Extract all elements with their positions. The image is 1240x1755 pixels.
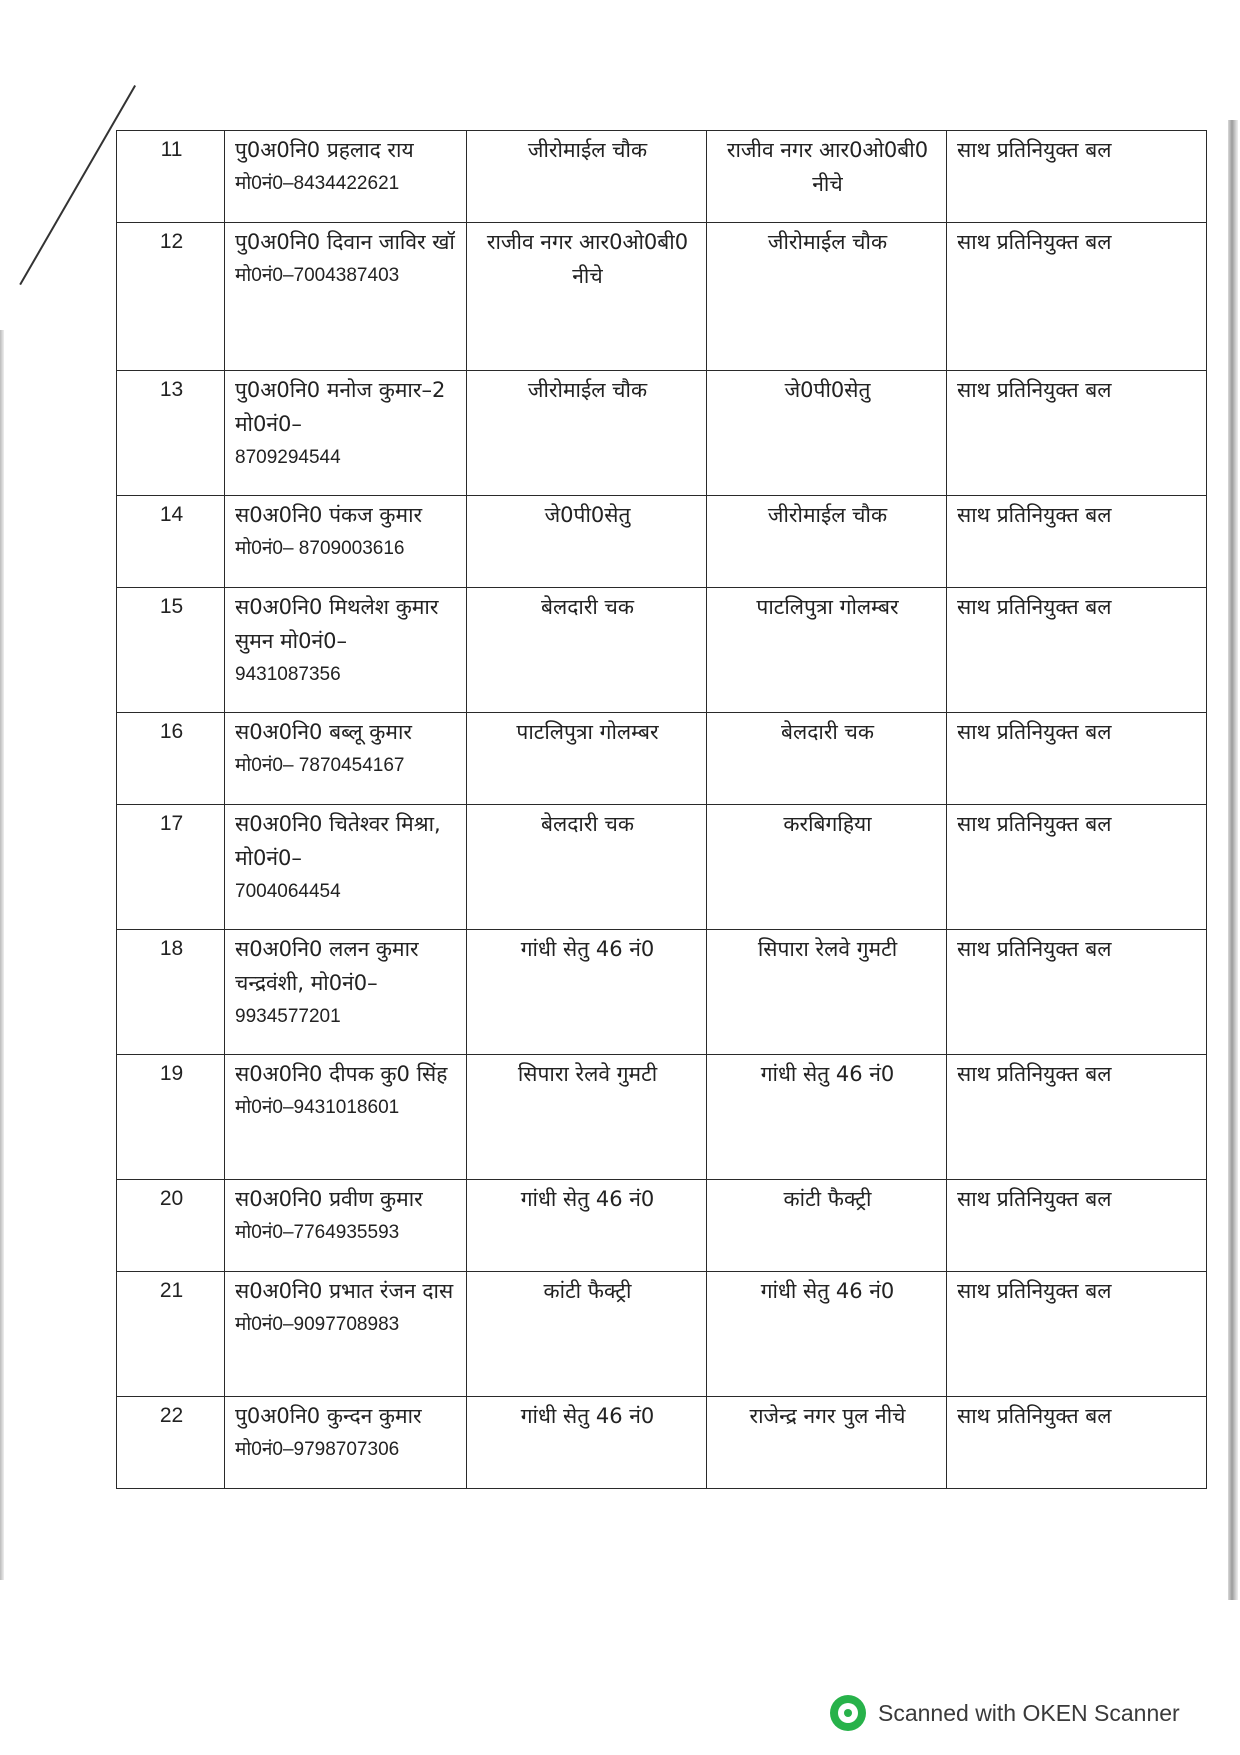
serial-number-cell: 22: [117, 1397, 225, 1489]
officer-cell: [225, 223, 467, 371]
table-row: [117, 930, 1207, 1055]
from-location-cell: जे0पी0सेतु: [467, 496, 707, 588]
to-location-cell: करबिगहिया: [707, 805, 947, 930]
officer-name: पु0अ0नि0 प्रहलाद राय: [235, 138, 414, 162]
serial-number-cell: 19: [117, 1055, 225, 1180]
officer-cell: [225, 1055, 467, 1180]
serial-number-cell: 17: [117, 805, 225, 930]
officer-cell: [225, 588, 467, 713]
officer-cell: [225, 713, 467, 805]
officer-mobile: मो0नं0–9097708983: [235, 1314, 400, 1335]
officer-mobile: 8709294544: [235, 447, 341, 468]
from-location-cell: गांधी सेतु 46 नं0: [467, 1397, 707, 1489]
table-row: [117, 496, 1207, 588]
officer-mobile: 9431087356: [235, 664, 341, 685]
to-location-cell: कांटी फैक्ट्री: [707, 1180, 947, 1272]
to-location-cell: जीरोमाईल चौक: [707, 223, 947, 371]
roster-body: [117, 131, 1207, 1489]
from-location-cell: गांधी सेतु 46 नं0: [467, 1180, 707, 1272]
officer-name: पु0अ0नि0 दिवान जाविर खॉ: [235, 230, 455, 254]
officer-cell: [225, 1180, 467, 1272]
table-row: [117, 588, 1207, 713]
to-location-cell: गांधी सेतु 46 नं0: [707, 1055, 947, 1180]
deployed-force-cell: साथ प्रतिनियुक्त बल: [947, 713, 1207, 805]
officer-cell: [225, 131, 467, 223]
deployed-force-cell: साथ प्रतिनियुक्त बल: [947, 930, 1207, 1055]
table-row: [117, 131, 1207, 223]
serial-number-cell: 13: [117, 371, 225, 496]
serial-number-cell: 21: [117, 1272, 225, 1397]
serial-number-cell: 20: [117, 1180, 225, 1272]
to-location-cell: गांधी सेतु 46 नं0: [707, 1272, 947, 1397]
officer-name: पु0अ0नि0 मनोज कुमार–2 मो0नं0–: [235, 378, 446, 436]
officer-mobile: मो0नं0–7764935593: [235, 1222, 400, 1243]
officer-mobile: मो0नं0–8434422621: [235, 173, 400, 194]
from-location-cell: गांधी सेतु 46 नं0: [467, 930, 707, 1055]
table-row: [117, 1180, 1207, 1272]
to-location-cell: सिपारा रेलवे गुमटी: [707, 930, 947, 1055]
table-row: [117, 1397, 1207, 1489]
officer-cell: [225, 1272, 467, 1397]
officer-mobile: मो0नं0–9431018601: [235, 1097, 400, 1118]
serial-number-cell: 16: [117, 713, 225, 805]
from-location-cell: जीरोमाईल चौक: [467, 371, 707, 496]
deployed-force-cell: साथ प्रतिनियुक्त बल: [947, 1055, 1207, 1180]
officer-mobile: मो0नं0–9798707306: [235, 1439, 400, 1460]
officer-name: स0अ0नि0 बब्लू कुमार: [235, 720, 412, 744]
from-location-cell: सिपारा रेलवे गुमटी: [467, 1055, 707, 1180]
deployed-force-cell: साथ प्रतिनियुक्त बल: [947, 588, 1207, 713]
officer-cell: [225, 1397, 467, 1489]
to-location-cell: राजीव नगर आर0ओ0बी0 नीचे: [707, 131, 947, 223]
table-row: [117, 1272, 1207, 1397]
table-row: [117, 223, 1207, 371]
officer-name: पु0अ0नि0 कुन्दन कुमार: [235, 1404, 422, 1428]
deployed-force-cell: साथ प्रतिनियुक्त बल: [947, 1397, 1207, 1489]
scanner-watermark-text: Scanned with OKEN Scanner: [878, 1699, 1180, 1726]
deployed-force-cell: साथ प्रतिनियुक्त बल: [947, 496, 1207, 588]
officer-mobile: मो0नं0–7004387403: [235, 265, 400, 286]
officer-name: स0अ0नि0 मिथलेश कुमार सुमन मो0नं0–: [235, 595, 439, 653]
deployed-force-cell: साथ प्रतिनियुक्त बल: [947, 371, 1207, 496]
oken-scanner-logo-icon: [830, 1695, 866, 1731]
officer-mobile: 9934577201: [235, 1006, 341, 1027]
deployed-force-cell: साथ प्रतिनियुक्त बल: [947, 1272, 1207, 1397]
officer-name: स0अ0नि0 प्रभात रंजन दास: [235, 1279, 454, 1303]
to-location-cell: राजेन्द्र नगर पुल नीचे: [707, 1397, 947, 1489]
officer-name: स0अ0नि0 प्रवीण कुमार: [235, 1187, 423, 1211]
officer-cell: [225, 930, 467, 1055]
deployed-force-cell: साथ प्रतिनियुक्त बल: [947, 131, 1207, 223]
serial-number-cell: 11: [117, 131, 225, 223]
scan-page-edge-left: [0, 330, 4, 1580]
officer-name: स0अ0नि0 पंकज कुमार: [235, 503, 423, 527]
officer-mobile: 7004064454: [235, 881, 341, 902]
to-location-cell: जे0पी0सेतु: [707, 371, 947, 496]
scan-page-edge: [1228, 120, 1238, 1600]
from-location-cell: जीरोमाईल चौक: [467, 131, 707, 223]
from-location-cell: राजीव नगर आर0ओ0बी0 नीचे: [467, 223, 707, 371]
from-location-cell: बेलदारी चक: [467, 588, 707, 713]
from-location-cell: कांटी फैक्ट्री: [467, 1272, 707, 1397]
serial-number-cell: 14: [117, 496, 225, 588]
from-location-cell: बेलदारी चक: [467, 805, 707, 930]
table-row: [117, 713, 1207, 805]
officer-cell: [225, 805, 467, 930]
serial-number-cell: 18: [117, 930, 225, 1055]
to-location-cell: जीरोमाईल चौक: [707, 496, 947, 588]
deployed-force-cell: साथ प्रतिनियुक्त बल: [947, 223, 1207, 371]
table-row: [117, 805, 1207, 930]
officer-name: स0अ0नि0 चितेश्वर मिश्रा, मो0नं0–: [235, 812, 441, 870]
officer-cell: [225, 371, 467, 496]
deployed-force-cell: साथ प्रतिनियुक्त बल: [947, 1180, 1207, 1272]
table-row: [117, 371, 1207, 496]
officer-mobile: मो0नं0– 8709003616: [235, 538, 405, 559]
to-location-cell: पाटलिपुत्रा गोलम्बर: [707, 588, 947, 713]
serial-number-cell: 12: [117, 223, 225, 371]
deployed-force-cell: साथ प्रतिनियुक्त बल: [947, 805, 1207, 930]
to-location-cell: बेलदारी चक: [707, 713, 947, 805]
officer-name: स0अ0नि0 ललन कुमार चन्द्रवंशी, मो0नं0–: [235, 937, 419, 995]
from-location-cell: पाटलिपुत्रा गोलम्बर: [467, 713, 707, 805]
table-row: [117, 1055, 1207, 1180]
duty-roster-table: [116, 130, 1207, 1489]
serial-number-cell: 15: [117, 588, 225, 713]
officer-cell: [225, 496, 467, 588]
officer-name: स0अ0नि0 दीपक कु0 सिंह: [235, 1062, 448, 1086]
officer-mobile: मो0नं0– 7870454167: [235, 755, 405, 776]
scanner-watermark: [830, 1695, 1180, 1731]
